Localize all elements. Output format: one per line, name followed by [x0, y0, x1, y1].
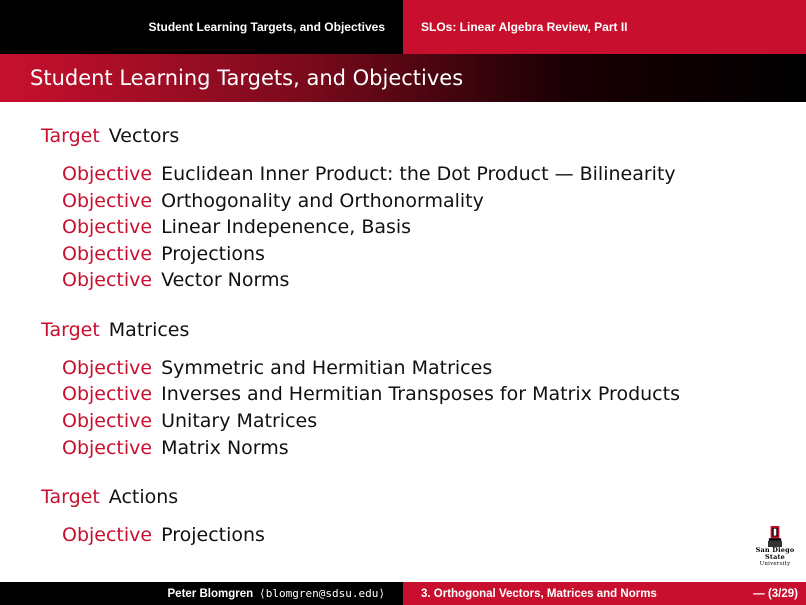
objective-item	[62, 269, 289, 291]
objective-item	[62, 437, 289, 459]
footer-author-block	[0, 582, 403, 605]
objective-item	[62, 383, 680, 405]
nav-section-current-label: Student Learning Targets, and Objectives	[148, 20, 385, 34]
objective-text: Inverses and Hermitian Transposes for Matrix Products	[161, 383, 680, 405]
footer-email: ⟨blomgren@sdsu.edu⟩	[259, 587, 385, 600]
logo-line-1: San Diego State	[755, 546, 795, 561]
logo-text	[748, 547, 802, 568]
target-label: Target	[41, 486, 100, 508]
objective-item	[62, 190, 484, 212]
objective-label: Objective	[62, 524, 153, 546]
objective-text: Orthogonality and Orthonormality	[161, 190, 484, 212]
footer-bar	[0, 582, 806, 605]
objective-item	[62, 357, 492, 379]
target-matrices	[41, 319, 189, 341]
objective-text: Unitary Matrices	[161, 410, 318, 432]
nav-section-current[interactable]	[0, 0, 403, 54]
objective-label: Objective	[62, 243, 153, 265]
objective-item	[62, 524, 265, 546]
logo-line-2: University	[759, 561, 791, 567]
frame-title-bar	[0, 54, 806, 102]
objective-text: Vector Norms	[161, 269, 290, 291]
objective-label: Objective	[62, 383, 153, 405]
objective-text: Projections	[161, 243, 265, 265]
objective-text: Euclidean Inner Product: the Dot Product — Bilinearity	[161, 163, 676, 185]
target-label: Target	[41, 319, 100, 341]
objective-text: Linear Indepenence, Basis	[161, 216, 412, 238]
target-name: Actions	[108, 486, 179, 508]
target-name: Vectors	[108, 125, 180, 147]
objective-label: Objective	[62, 216, 153, 238]
frame-title: Student Learning Targets, and Objectives	[30, 66, 464, 90]
footer-author: Peter Blomgren	[167, 587, 254, 600]
objective-text: Projections	[161, 524, 265, 546]
sdsu-emblem-icon	[766, 526, 784, 547]
objective-item	[62, 216, 411, 238]
objective-item	[62, 243, 265, 265]
nav-section-next[interactable]	[403, 0, 806, 54]
footer-lecture-block	[403, 582, 806, 605]
nav-section-next-label: SLOs: Linear Algebra Review, Part II	[421, 20, 628, 34]
objective-label: Objective	[62, 410, 153, 432]
objective-item	[62, 163, 676, 185]
objective-text: Symmetric and Hermitian Matrices	[161, 357, 493, 379]
objective-text: Matrix Norms	[161, 437, 289, 459]
target-actions	[41, 486, 178, 508]
university-logo	[748, 526, 802, 568]
objective-item	[62, 410, 317, 432]
objective-label: Objective	[62, 163, 153, 185]
objective-label: Objective	[62, 437, 153, 459]
objective-label: Objective	[62, 357, 153, 379]
footer-lecture: 3. Orthogonal Vectors, Matrices and Norms	[421, 587, 657, 600]
target-label: Target	[41, 125, 100, 147]
target-vectors	[41, 125, 179, 147]
footer-page-number: — (3/29)	[753, 587, 798, 600]
objective-label: Objective	[62, 190, 153, 212]
target-name: Matrices	[108, 319, 190, 341]
objective-label: Objective	[62, 269, 153, 291]
section-navigation-bar	[0, 0, 806, 54]
